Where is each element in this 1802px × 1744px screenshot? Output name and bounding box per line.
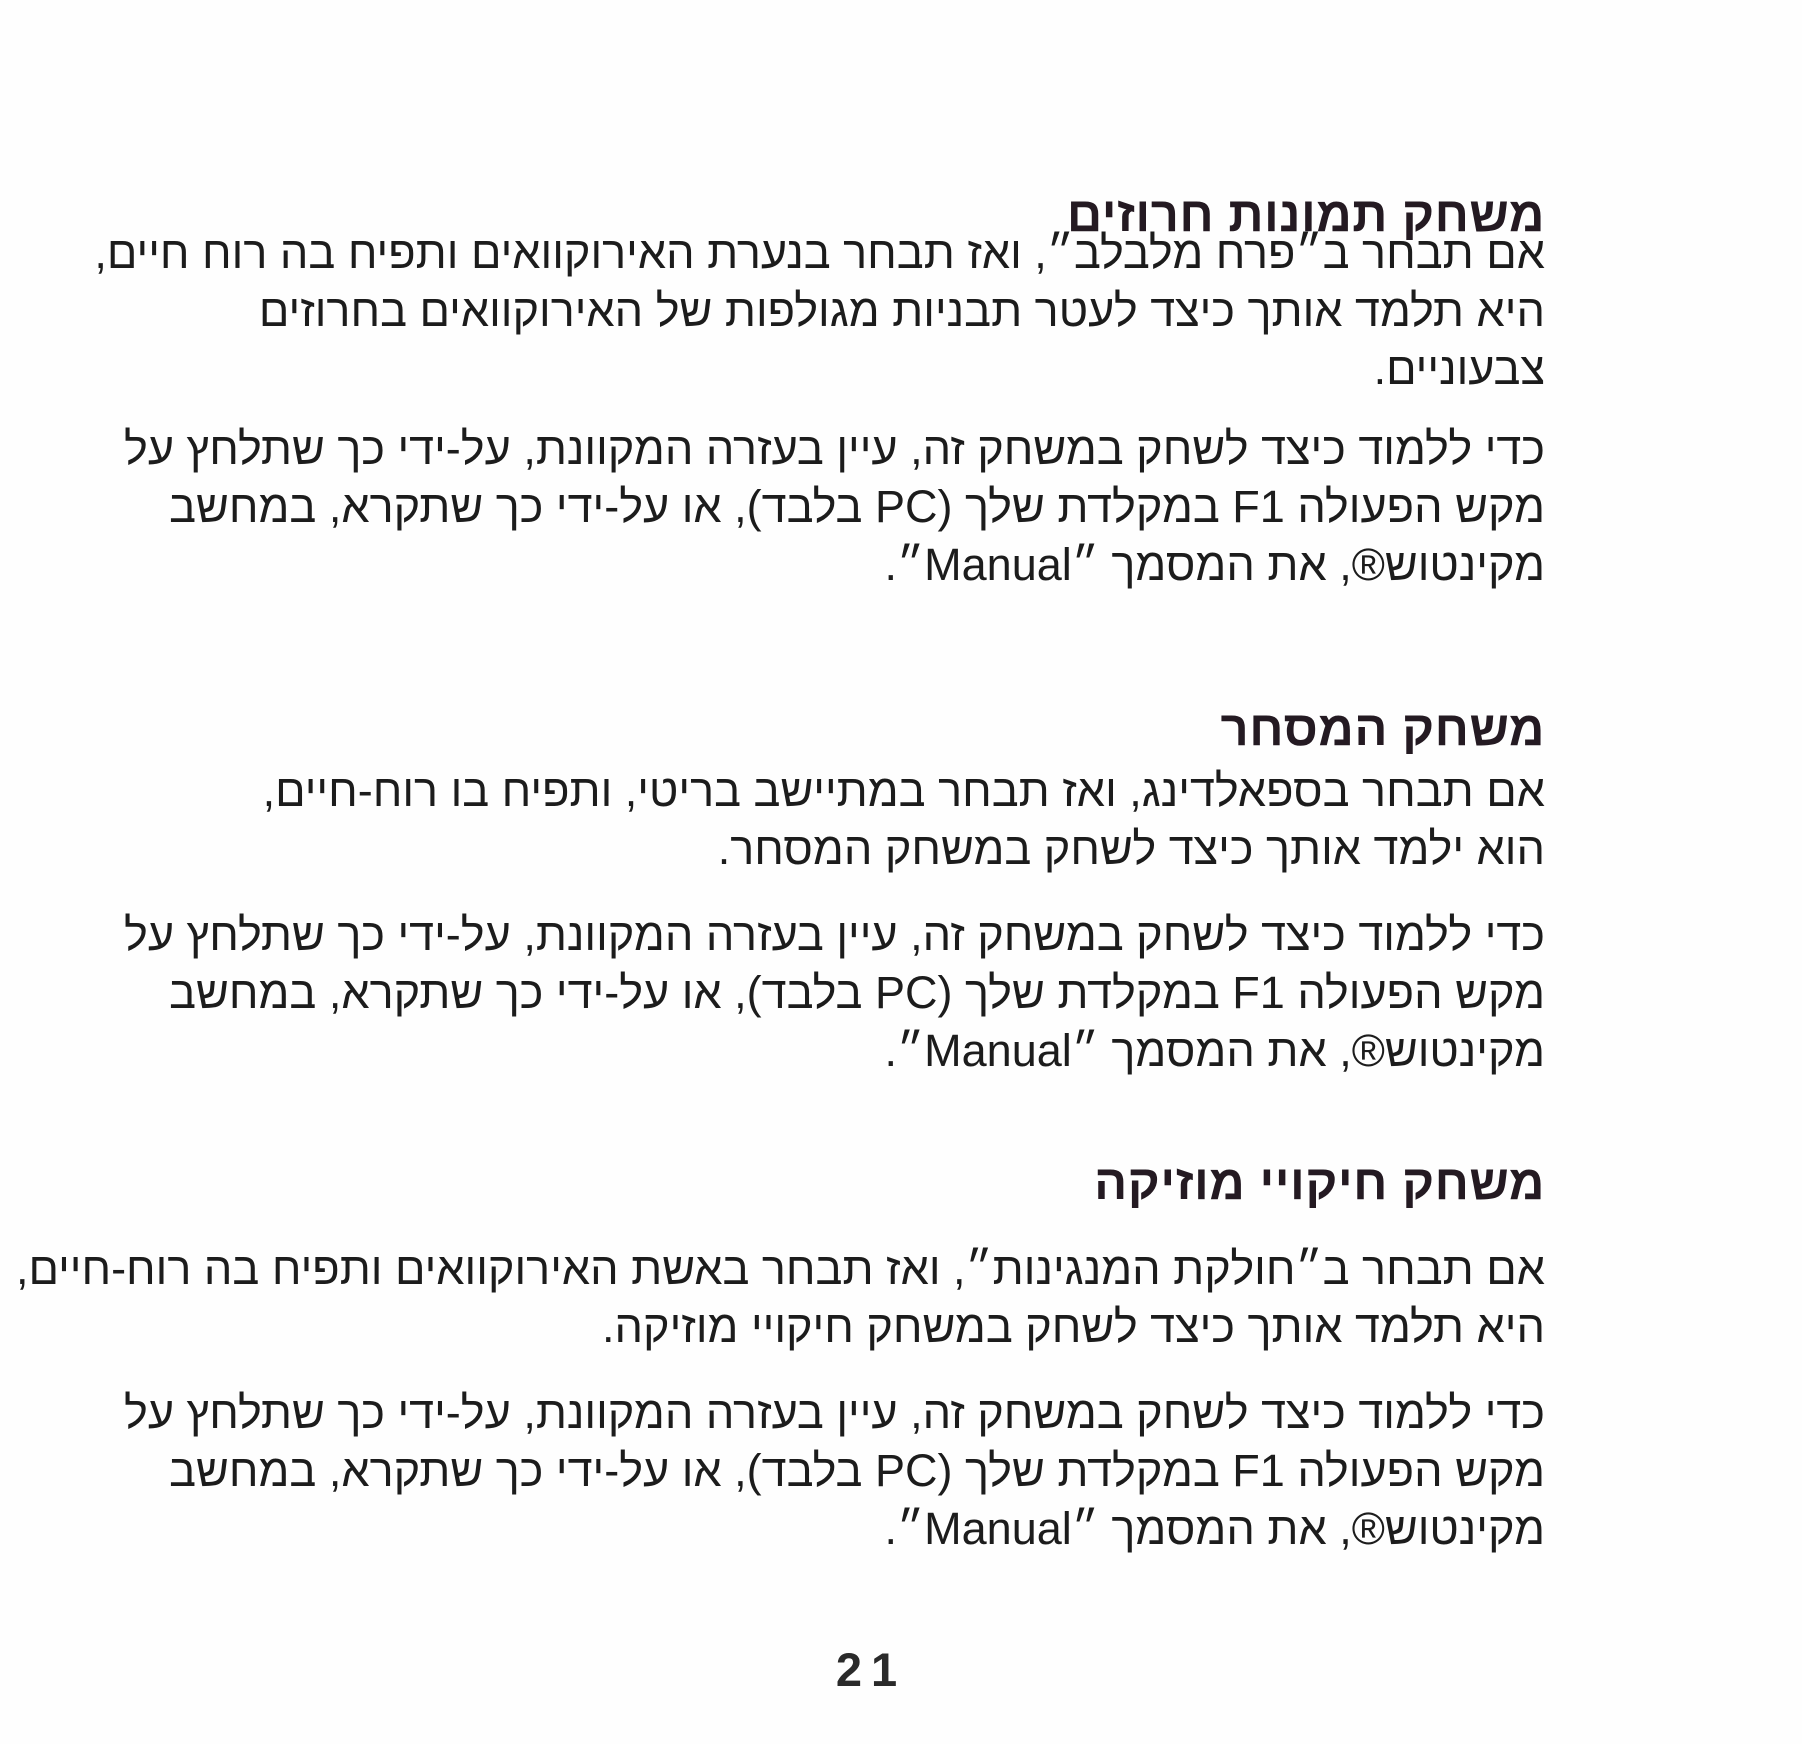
paragraph	[80, 906, 1545, 1080]
paragraph	[15, 1240, 1545, 1356]
page-number: 21	[835, 1643, 907, 1696]
paragraph	[80, 224, 1545, 398]
paragraph	[80, 420, 1545, 594]
paragraph-line: היא תלמד אותך כיצד לשחק במשחק חיקויי מוזיקה.	[602, 1301, 1545, 1352]
paragraph-line: צבעוניים.	[1373, 343, 1545, 394]
paragraph	[80, 762, 1545, 878]
paragraph-line: הוא ילמד אותך כיצד לשחק במשחק המסחר.	[717, 823, 1545, 874]
paragraph-line: כדי ללמוד כיצד לשחק במשחק זה, עיין בעזרה המקוונת, על-ידי כך שתלחץ על	[124, 1387, 1545, 1438]
paragraph	[80, 1384, 1545, 1558]
section-heading-beaded-pictures-game: משחק תמונות חרוזים	[1066, 187, 1545, 242]
section-heading-music-imitation-game: משחק חיקויי מוזיקה	[1094, 1155, 1545, 1210]
paragraph-line: מקינטוש®, את המסמך ״Manual״.	[884, 1025, 1545, 1076]
paragraph-line: כדי ללמוד כיצד לשחק במשחק זה, עיין בעזרה המקוונת, על-ידי כך שתלחץ על	[124, 909, 1545, 960]
paragraph-line: מקש הפעולה F1 במקלדת שלך (PC בלבד), או על-ידי כך שתקרא, במחשב	[169, 1445, 1545, 1496]
paragraph-line: מקינטוש®, את המסמך ״Manual״.	[884, 1503, 1545, 1554]
paragraph-line: מקש הפעולה F1 במקלדת שלך (PC בלבד), או על-ידי כך שתקרא, במחשב	[169, 481, 1545, 532]
paragraph-line: אם תבחר ב״פרח מלבלב״, ואז תבחר בנערת האירוקוואים ותפיח בה רוח חיים,	[94, 227, 1545, 278]
paragraph-line: מקש הפעולה F1 במקלדת שלך (PC בלבד), או על-ידי כך שתקרא, במחשב	[169, 967, 1545, 1018]
paragraph-line: אם תבחר בספאלדינג, ואז תבחר במתיישב בריטי, ותפיח בו רוח-חיים,	[262, 765, 1545, 816]
paragraph-line: מקינטוש®, את המסמך ״Manual״.	[884, 539, 1545, 590]
paragraph-line: היא תלמד אותך כיצד לעטר תבניות מגולפות של האירוקוואים בחרוזים	[258, 285, 1545, 336]
section-heading-trading-game: משחק המסחר	[1220, 701, 1545, 756]
paragraph-line: אם תבחר ב״חולקת המנגינות״, ואז תבחר באשת האירוקוואים ותפיח בה רוח-חיים,	[15, 1243, 1545, 1294]
paragraph-line: כדי ללמוד כיצד לשחק במשחק זה, עיין בעזרה המקוונת, על-ידי כך שתלחץ על	[124, 423, 1545, 474]
